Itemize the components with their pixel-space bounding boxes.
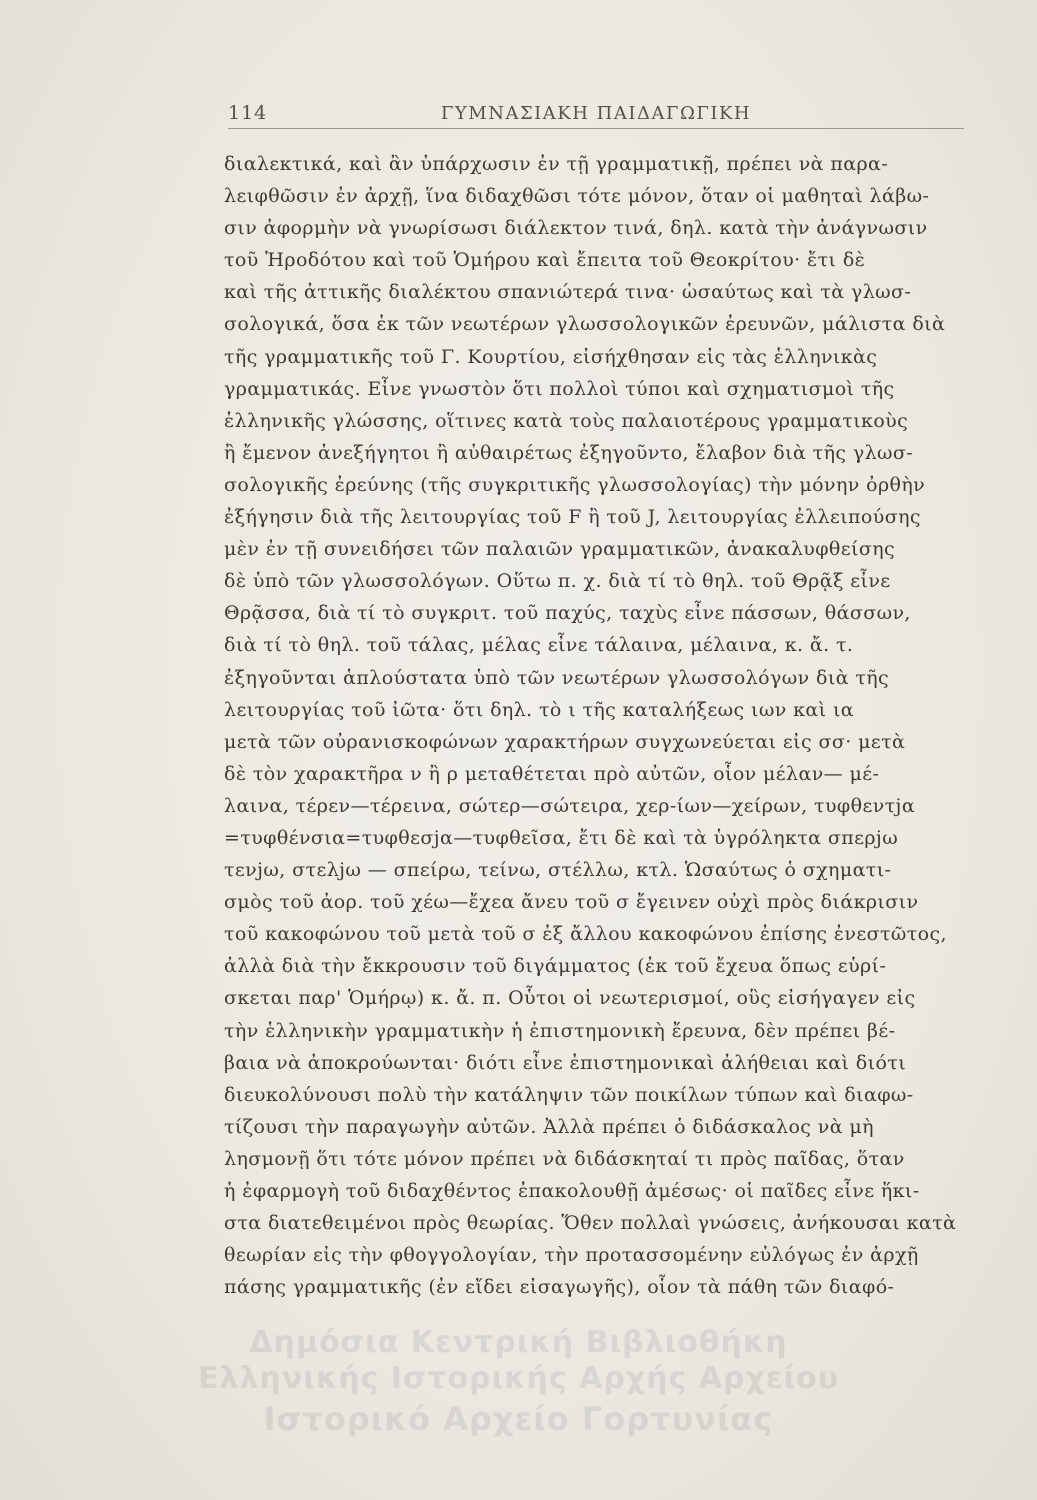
page-number: 114 [228, 102, 268, 124]
text-line: δὲ ὑπὸ τῶν γλωσσολόγων. Οὕτω π. χ. διὰ τί τὸ θηλ. τοῦ Θρᾷξ εἶνε [224, 570, 891, 593]
text-line: ἀλλὰ διὰ τὴν ἔκκρουσιν τοῦ διγάμματος (ἐκ τοῦ ἔχευα ὅπως εὑρί- [224, 955, 887, 978]
text-line: τοῦ Ἡροδότου καὶ τοῦ Ὁμήρου καὶ ἔπειτα τοῦ Θεοκρίτου· ἔτι δὲ [224, 249, 866, 272]
text-line: λαινα, τέρεν—τέρεινα, σώτερ—σώτειρα, χερ-ίων—χείρων, τυφθεντjα [224, 794, 916, 817]
text-line: τενjω, στελjω — σπείρω, τείνω, στέλλω, κτλ. Ὡσαύτως ὁ σχηματι- [224, 859, 892, 882]
text-line: σκεται παρ' Ὁμήρῳ) κ. ἄ. π. Οὗτοι οἱ νεωτερισμοί, οὓς εἰσήγαγεν εἰς [224, 987, 916, 1010]
text-line: μετὰ τῶν οὐρανισκοφώνων χαρακτήρων συγχωνεύεται εἰς σσ· μετὰ [224, 730, 906, 753]
text-line: λησμονῇ ὅτι τότε μόνον πρέπει νὰ διδάσκηταί τι πρὸς παῖδας, ὅταν [224, 1147, 905, 1170]
text-line: πάσης γραμματικῆς (ἐν εἴδει εἰσαγωγῆς), οἷον τὰ πάθη τῶν διαφό- [224, 1276, 895, 1299]
text-line: ἐξήγησιν διὰ τῆς λειτουργίας τοῦ F ἢ τοῦ J, λειτουργίας ἐλλειπούσης [224, 506, 921, 529]
text-line: σιν ἀφορμὴν νὰ γνωρίσωσι διάλεκτον τινά, δηλ. κατὰ τὴν ἀνάγνωσιν [224, 217, 928, 240]
text-line: λειτουργίας τοῦ ἰῶτα· ὅτι δηλ. τὸ ι τῆς καταλήξεως ιων καὶ ια [224, 698, 855, 721]
running-title: ΓΥΜΝΑΣΙΑΚΗ ΠΑΙΔΑΓΩΓΙΚΗ [440, 103, 752, 124]
text-line: δὲ τὸν χαρακτῆρα ν ἢ ρ μεταθέτεται πρὸ αὐτῶν, οἷον μέλαν— μέ- [224, 762, 880, 785]
text-line: ἡ ἐφαρμογὴ τοῦ διδαχθέντος ἐπακολουθῇ ἀμέσως· οἱ παῖδες εἶνε ἥκι- [224, 1180, 920, 1202]
text-line: διὰ τί τὸ θηλ. τοῦ τάλας, μέλας εἶνε τάλαινα, μέλαινα, κ. ἄ. τ. [224, 634, 854, 657]
text-line: Θρᾷσσα, διὰ τί τὸ συγκριτ. τοῦ παχύς, ταχὺς εἶνε πάσσων, θάσσων, [224, 602, 911, 625]
watermark-line-1: Δημόσια Κεντρική Βιβλιοθήκη [249, 1325, 788, 1360]
body-text [224, 148, 966, 1303]
text-line: ἢ ἔμενον ἀνεξήγητοι ἢ αὐθαιρέτως ἐξηγοῦντο, ἔλαβον διὰ τῆς γλωσ- [224, 441, 914, 464]
text-line: σολογικῆς ἐρεύνης (τῆς συγκριτικῆς γλωσσολογίας) τὴν μόνην ὀρθὴν [224, 473, 926, 496]
text-line: γραμματικάς. Εἶνε γνωστὸν ὅτι πολλοὶ τύποι καὶ σχηματισμοὶ τῆς [224, 377, 895, 400]
page-header [228, 98, 964, 129]
text-line: τοῦ κακοφώνου τοῦ μετὰ τοῦ σ ἐξ ἄλλου κακοφώνου ἐπίσης ἐνεστῶτος, [224, 923, 947, 946]
text-line: λειφθῶσιν ἐν ἀρχῇ, ἵνα διδαχθῶσι τότε μόνον, ὅταν οἱ μαθηταὶ λάβω- [224, 185, 930, 208]
text-line: σμὸς τοῦ ἀορ. τοῦ χέω—ἔχεα ἄνευ τοῦ σ ἔγεινεν οὐχὶ πρὸς διάκρισιν [224, 891, 919, 914]
text-line: τίζουσι τὴν παραγωγὴν αὐτῶν. Ἀλλὰ πρέπει ὁ διδάσκαλος νὰ μὴ [224, 1115, 874, 1138]
text-line: ἐξηγοῦνται ἁπλούστατα ὑπὸ τῶν νεωτέρων γλωσσολόγων διὰ τῆς [224, 666, 890, 689]
text-line: τῆς γραμματικῆς τοῦ Γ. Κουρτίου, εἰσήχθησαν εἰς τὰς ἑλληνικὰς [224, 345, 878, 368]
text-line: =τυφθένσια=τυφθεσjα—τυφθεῖσα, ἔτι δὲ καὶ τὰ ὑγρόληκτα σπερjω [224, 826, 899, 849]
text-line: καὶ τῆς ἀττικῆς διαλέκτου σπανιώτερά τινα· ὡσαύτως καὶ τὰ γλωσ- [224, 281, 912, 304]
text-line: διευκολύνουσι πολὺ τὴν κατάληψιν τῶν ποικίλων τύπων καὶ διαφω- [224, 1083, 914, 1106]
watermark-line-2: Ελληνικής Ιστορικής Αρχής Αρχείου [197, 1361, 840, 1396]
text-line: βαια νὰ ἀποκρούωνται· διότι εἶνε ἐπιστημονικαὶ ἀλήθειαι καὶ διότι [224, 1051, 907, 1074]
text-line: μὲν ἐν τῇ συνειδήσει τῶν παλαιῶν γραμματικῶν, ἀνακαλυφθείσης [224, 538, 896, 561]
text-line: θεωρίαν εἰς τὴν φθογγολογίαν, τὴν προτασσομένην εὐλόγως ἐν ἀρχῇ [224, 1244, 919, 1267]
text-line: σολογικά, ὅσα ἐκ τῶν νεωτέρων γλωσσολογικῶν ἐρευνῶν, μάλιστα διὰ [224, 313, 946, 336]
text-line: διαλεκτικά, καὶ ἂν ὑπάρχωσιν ἐν τῇ γραμματικῇ, πρέπει νὰ παρα- [224, 153, 889, 175]
text-line: στα διατεθειμένοι πρὸς θεωρίας. Ὅθεν πολλαὶ γνώσεις, ἀνήκουσαι κατὰ [224, 1212, 957, 1235]
text-line: ἑλληνικῆς γλώσσης, οἵτινες κατὰ τοὺς παλαιοτέρους γραμματικοὺς [224, 409, 909, 432]
watermark-line-3: Ιστορικό Αρχείο Γορτυνίας [263, 1400, 774, 1438]
text-line: τὴν ἑλληνικὴν γραμματικὴν ἡ ἐπιστημονικὴ ἔρευνα, δὲν πρέπει βέ- [224, 1019, 896, 1042]
